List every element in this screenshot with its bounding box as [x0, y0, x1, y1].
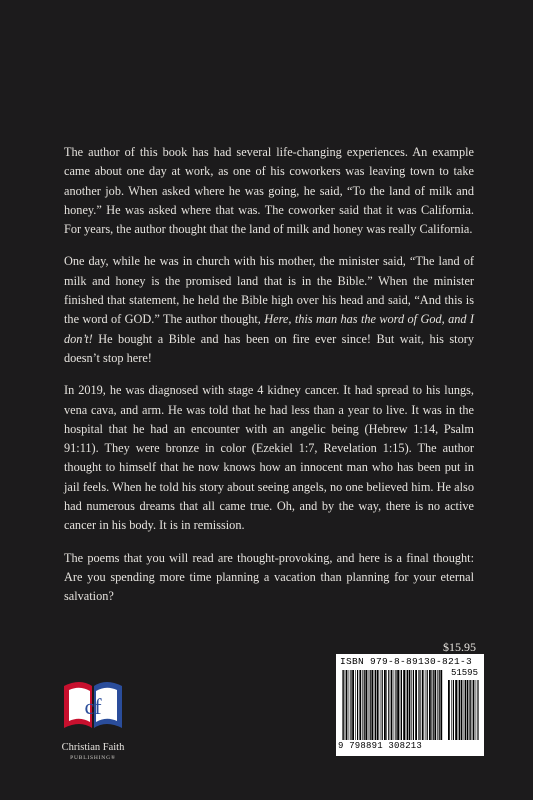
- logo-letters: cf: [84, 694, 102, 719]
- barcode-bar: [409, 670, 411, 740]
- blurb-paragraph-2-end: He bought a Bible and has been on fire ever since! But wait, his story doesn’t stop here!: [64, 331, 474, 365]
- barcode-bar: [386, 670, 387, 740]
- barcode-bar: [382, 670, 383, 740]
- blurb-paragraph-2: [64, 252, 474, 368]
- barcode-bar: [473, 680, 475, 740]
- barcode-bar: [374, 670, 375, 740]
- back-cover-blurb: [64, 143, 474, 620]
- isbn-label: ISBN 979-8-89130-821-3: [340, 656, 473, 667]
- publisher-subtitle: PUBLISHING®: [70, 755, 116, 761]
- barcode-bar: [425, 670, 426, 740]
- blurb-paragraph-4: The poems that you will read are thought-provoking, and here is a final thought: Are you spending more time planning a vacation than planning for your eternal salvation?: [64, 550, 474, 604]
- barcode-bar: [440, 670, 442, 740]
- barcode-bar: [464, 680, 465, 740]
- barcode-bar: [477, 680, 478, 740]
- isbn-barcode: [336, 654, 484, 756]
- barcode-bar: [439, 670, 440, 740]
- publisher-name: Christian Faith: [61, 742, 125, 753]
- barcode-bar: [422, 670, 424, 740]
- barcode-bar: [397, 670, 399, 740]
- barcode-bar: [349, 670, 350, 740]
- barcode-bar: [403, 670, 405, 740]
- barcode-bar: [388, 670, 389, 740]
- blurb-paragraph-2-italic: Here, this man has the word of God, and I don’t!: [64, 312, 474, 346]
- barcode-bar: [368, 670, 369, 740]
- barcode-bar: [415, 670, 417, 740]
- barcode-bar: [343, 670, 344, 740]
- barcode-bar: [419, 670, 420, 740]
- blurb-paragraph-1: The author of this book has had several life-changing experiences. An example came about one day at work, as one of his coworkers was leaving town to take another job. When asked where he was going, he said, “To the land of milk and honey.” He was asked where that was. The coworker said that it was California. For years, the author thought that the land of milk and honey was really California.: [64, 145, 474, 237]
- barcode-bar: [429, 670, 431, 740]
- barcode-bar: [427, 670, 428, 740]
- barcode-bar: [384, 670, 386, 740]
- barcode-bar: [401, 670, 402, 740]
- blurb-paragraph-3: In 2019, he was diagnosed with stage 4 kidney cancer. It had spread to his lungs, vena cava, and arm. He was told that he had less than a year to live. It was in the hospital that he had an encounter with an angelic being (Hebrew 1:14, Psalm 91:11). They were bronze in color (Ezekiel 1:7, Revelation 1:15). The author thought to himself that he now knows how an innocent man who has been put in jail feels. When he told his story about seeing angels, no one believed him. He also had numerous dreams that all came true. Oh, and by the way, there is no active cancer in his body. It is in remission.: [64, 383, 474, 533]
- barcode-bar: [476, 680, 477, 740]
- barcode-bar: [365, 670, 367, 740]
- barcode-bar: [350, 670, 351, 740]
- barcode-bar: [433, 670, 434, 740]
- barcode-bar: [394, 670, 395, 740]
- barcode-bar: [467, 680, 469, 740]
- barcode-bar: [395, 670, 396, 740]
- barcode-bar: [370, 670, 371, 740]
- barcode-bar: [362, 670, 363, 740]
- barcode-bar: [470, 680, 471, 740]
- barcode-bar: [377, 670, 379, 740]
- barcode-bar: [451, 680, 452, 740]
- barcode-bar: [359, 670, 361, 740]
- barcode-bar: [406, 670, 407, 740]
- christian-faith-publishing-logo: [58, 664, 128, 740]
- barcode-bar: [431, 670, 432, 740]
- barcode-bar: [400, 670, 401, 740]
- barcode-bar: [465, 680, 466, 740]
- barcode-bar: [437, 670, 438, 740]
- price-label: $15.95: [443, 640, 476, 654]
- barcode-bar: [352, 670, 354, 740]
- barcode-bar: [458, 680, 459, 740]
- barcode-bar: [453, 680, 454, 740]
- barcode-bar: [411, 670, 412, 740]
- barcode-bar: [469, 680, 470, 740]
- barcode-bar: [355, 670, 356, 740]
- ean-barcode-bars: [342, 670, 444, 742]
- barcode-bar: [448, 680, 450, 740]
- barcode-bar: [407, 670, 408, 740]
- ean-digits: 9 798891 308213: [338, 741, 423, 751]
- barcode-bar: [364, 670, 365, 740]
- barcode-bar: [380, 670, 381, 740]
- barcode-bar: [391, 670, 393, 740]
- barcode-bar: [455, 680, 457, 740]
- barcode-bar: [461, 680, 463, 740]
- barcode-addon-digits: 51595: [450, 668, 478, 678]
- blurb-paragraph-2-start: One day, while he was in church with his mother, the minister said, “The land of milk and honey is the promised land that is in the Bible.” When the minister finished that statement, he held the Bible high over his head and said, “And this is the word of GOD.” The author thought,: [64, 254, 474, 327]
- barcode-bar: [375, 670, 376, 740]
- barcode-bar: [434, 670, 436, 740]
- barcode-bar: [371, 670, 373, 740]
- barcode-bar: [418, 670, 419, 740]
- barcode-bar: [413, 670, 414, 740]
- barcode-bar: [342, 670, 343, 740]
- barcode-bar: [346, 670, 348, 740]
- barcode-bar: [459, 680, 460, 740]
- barcode-bar: [357, 670, 358, 740]
- addon-barcode-bars: [448, 680, 480, 742]
